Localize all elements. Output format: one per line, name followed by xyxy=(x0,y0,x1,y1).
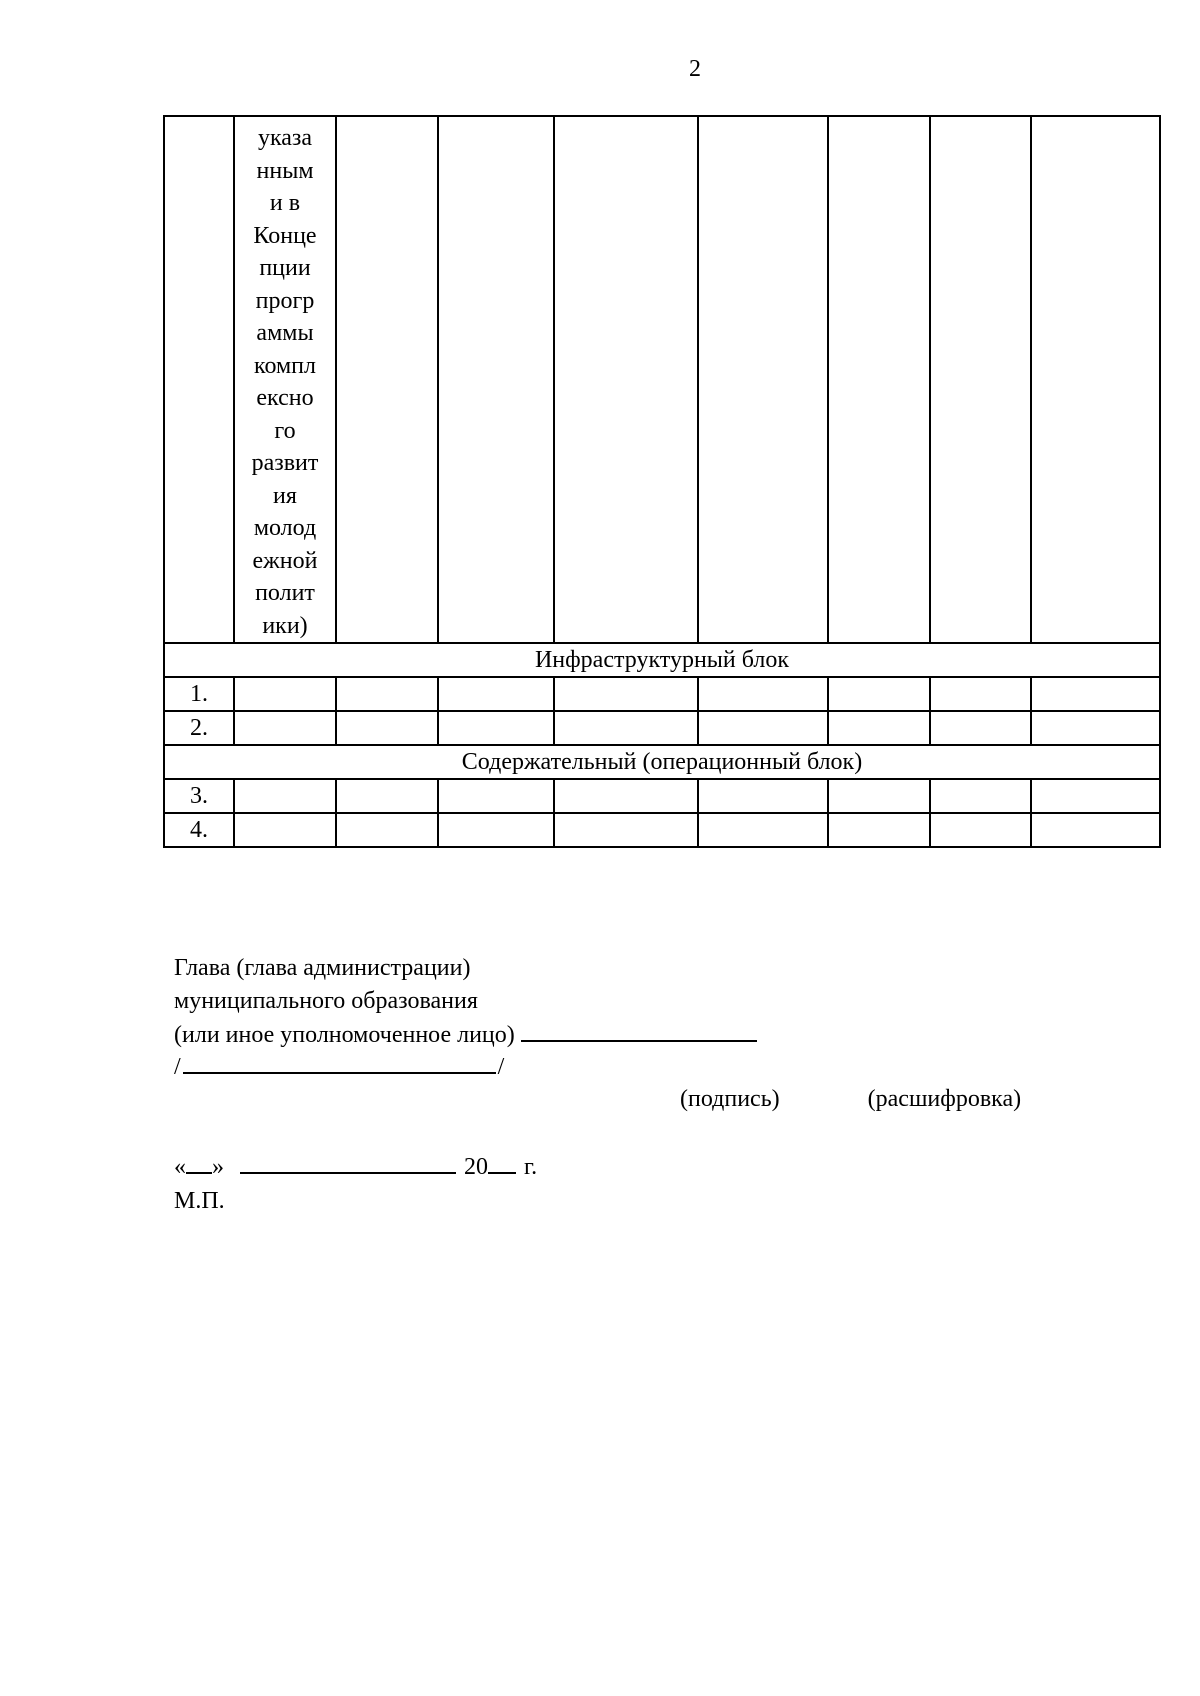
table-row xyxy=(164,813,1160,847)
report-table xyxy=(163,115,1161,848)
table-cell xyxy=(698,116,828,643)
table-cell xyxy=(930,116,1031,643)
signer-org-line: муниципального образования xyxy=(174,988,478,1014)
signer-title-line: Глава (глава администрации) xyxy=(174,955,471,981)
table-cell xyxy=(930,711,1031,745)
table-cell xyxy=(698,779,828,813)
signer-alt-line xyxy=(174,1018,757,1052)
table-cell xyxy=(930,677,1031,711)
signature-captions xyxy=(680,1086,1021,1113)
table-row xyxy=(164,779,1160,813)
signature-block xyxy=(174,952,757,1052)
table-cell xyxy=(234,677,336,711)
table-cell xyxy=(336,779,438,813)
row-number: 2. xyxy=(164,711,234,745)
slash-open: / xyxy=(174,1054,181,1080)
table-cell xyxy=(698,711,828,745)
date-line xyxy=(174,1150,537,1181)
signer-alt-text: (или иное уполномоченное лицо) xyxy=(174,1022,515,1048)
table-cell xyxy=(438,813,554,847)
table-cell xyxy=(438,116,554,643)
table-cell xyxy=(164,116,234,643)
table-cell xyxy=(930,813,1031,847)
table-cell xyxy=(698,813,828,847)
day-blank[interactable] xyxy=(186,1150,212,1174)
table-cell xyxy=(930,779,1031,813)
table-cell xyxy=(554,711,698,745)
continuation-text: указа нным и в Конце пции прогр аммы компл ексно го развит ия молод ежной полит ики) xyxy=(251,125,319,639)
table-cell xyxy=(336,711,438,745)
table-cell xyxy=(828,779,930,813)
table-cell xyxy=(234,711,336,745)
table-cell xyxy=(234,779,336,813)
table-cell xyxy=(336,116,438,643)
slash-close: / xyxy=(497,1054,505,1080)
table-cell xyxy=(1031,813,1160,847)
year-prefix: 20 xyxy=(464,1154,488,1180)
page-number: 2 xyxy=(689,56,701,82)
continuation-row xyxy=(164,116,1160,643)
table-row xyxy=(164,677,1160,711)
table-cell xyxy=(234,813,336,847)
table-cell xyxy=(554,116,698,643)
table-cell xyxy=(828,711,930,745)
section-title: Инфраструктурный блок xyxy=(164,643,1160,677)
table-cell xyxy=(438,711,554,745)
caption-decoding: (расшифровка) xyxy=(867,1086,1022,1112)
year-blank[interactable] xyxy=(488,1150,516,1174)
table-cell xyxy=(554,813,698,847)
table-cell xyxy=(1031,779,1160,813)
table-cell xyxy=(1031,116,1160,643)
table-cell xyxy=(828,116,930,643)
name-decoding-line xyxy=(174,1050,504,1081)
name-blank[interactable] xyxy=(183,1050,496,1074)
quote-close: » xyxy=(212,1154,224,1180)
table-cell xyxy=(1031,677,1160,711)
quote-open: « xyxy=(174,1154,186,1180)
section-title: Содержательный (операционный блок) xyxy=(164,745,1160,779)
section-header-row xyxy=(164,643,1160,677)
table-row xyxy=(164,711,1160,745)
table-cell xyxy=(828,677,930,711)
table-cell xyxy=(336,813,438,847)
year-suffix: г. xyxy=(524,1154,538,1180)
table-cell xyxy=(698,677,828,711)
table-cell xyxy=(438,779,554,813)
table-cell xyxy=(1031,711,1160,745)
month-blank[interactable] xyxy=(240,1150,456,1174)
stamp-label: М.П. xyxy=(174,1188,225,1214)
table-cell xyxy=(554,779,698,813)
row-number: 3. xyxy=(164,779,234,813)
table-cell xyxy=(336,677,438,711)
table-cell xyxy=(828,813,930,847)
section-header-row xyxy=(164,745,1160,779)
signature-blank[interactable] xyxy=(521,1018,757,1042)
row-number: 1. xyxy=(164,677,234,711)
table-cell xyxy=(554,677,698,711)
table-cell xyxy=(438,677,554,711)
caption-signature: (подпись) xyxy=(680,1086,780,1112)
row-number: 4. xyxy=(164,813,234,847)
table-cell xyxy=(234,116,336,643)
